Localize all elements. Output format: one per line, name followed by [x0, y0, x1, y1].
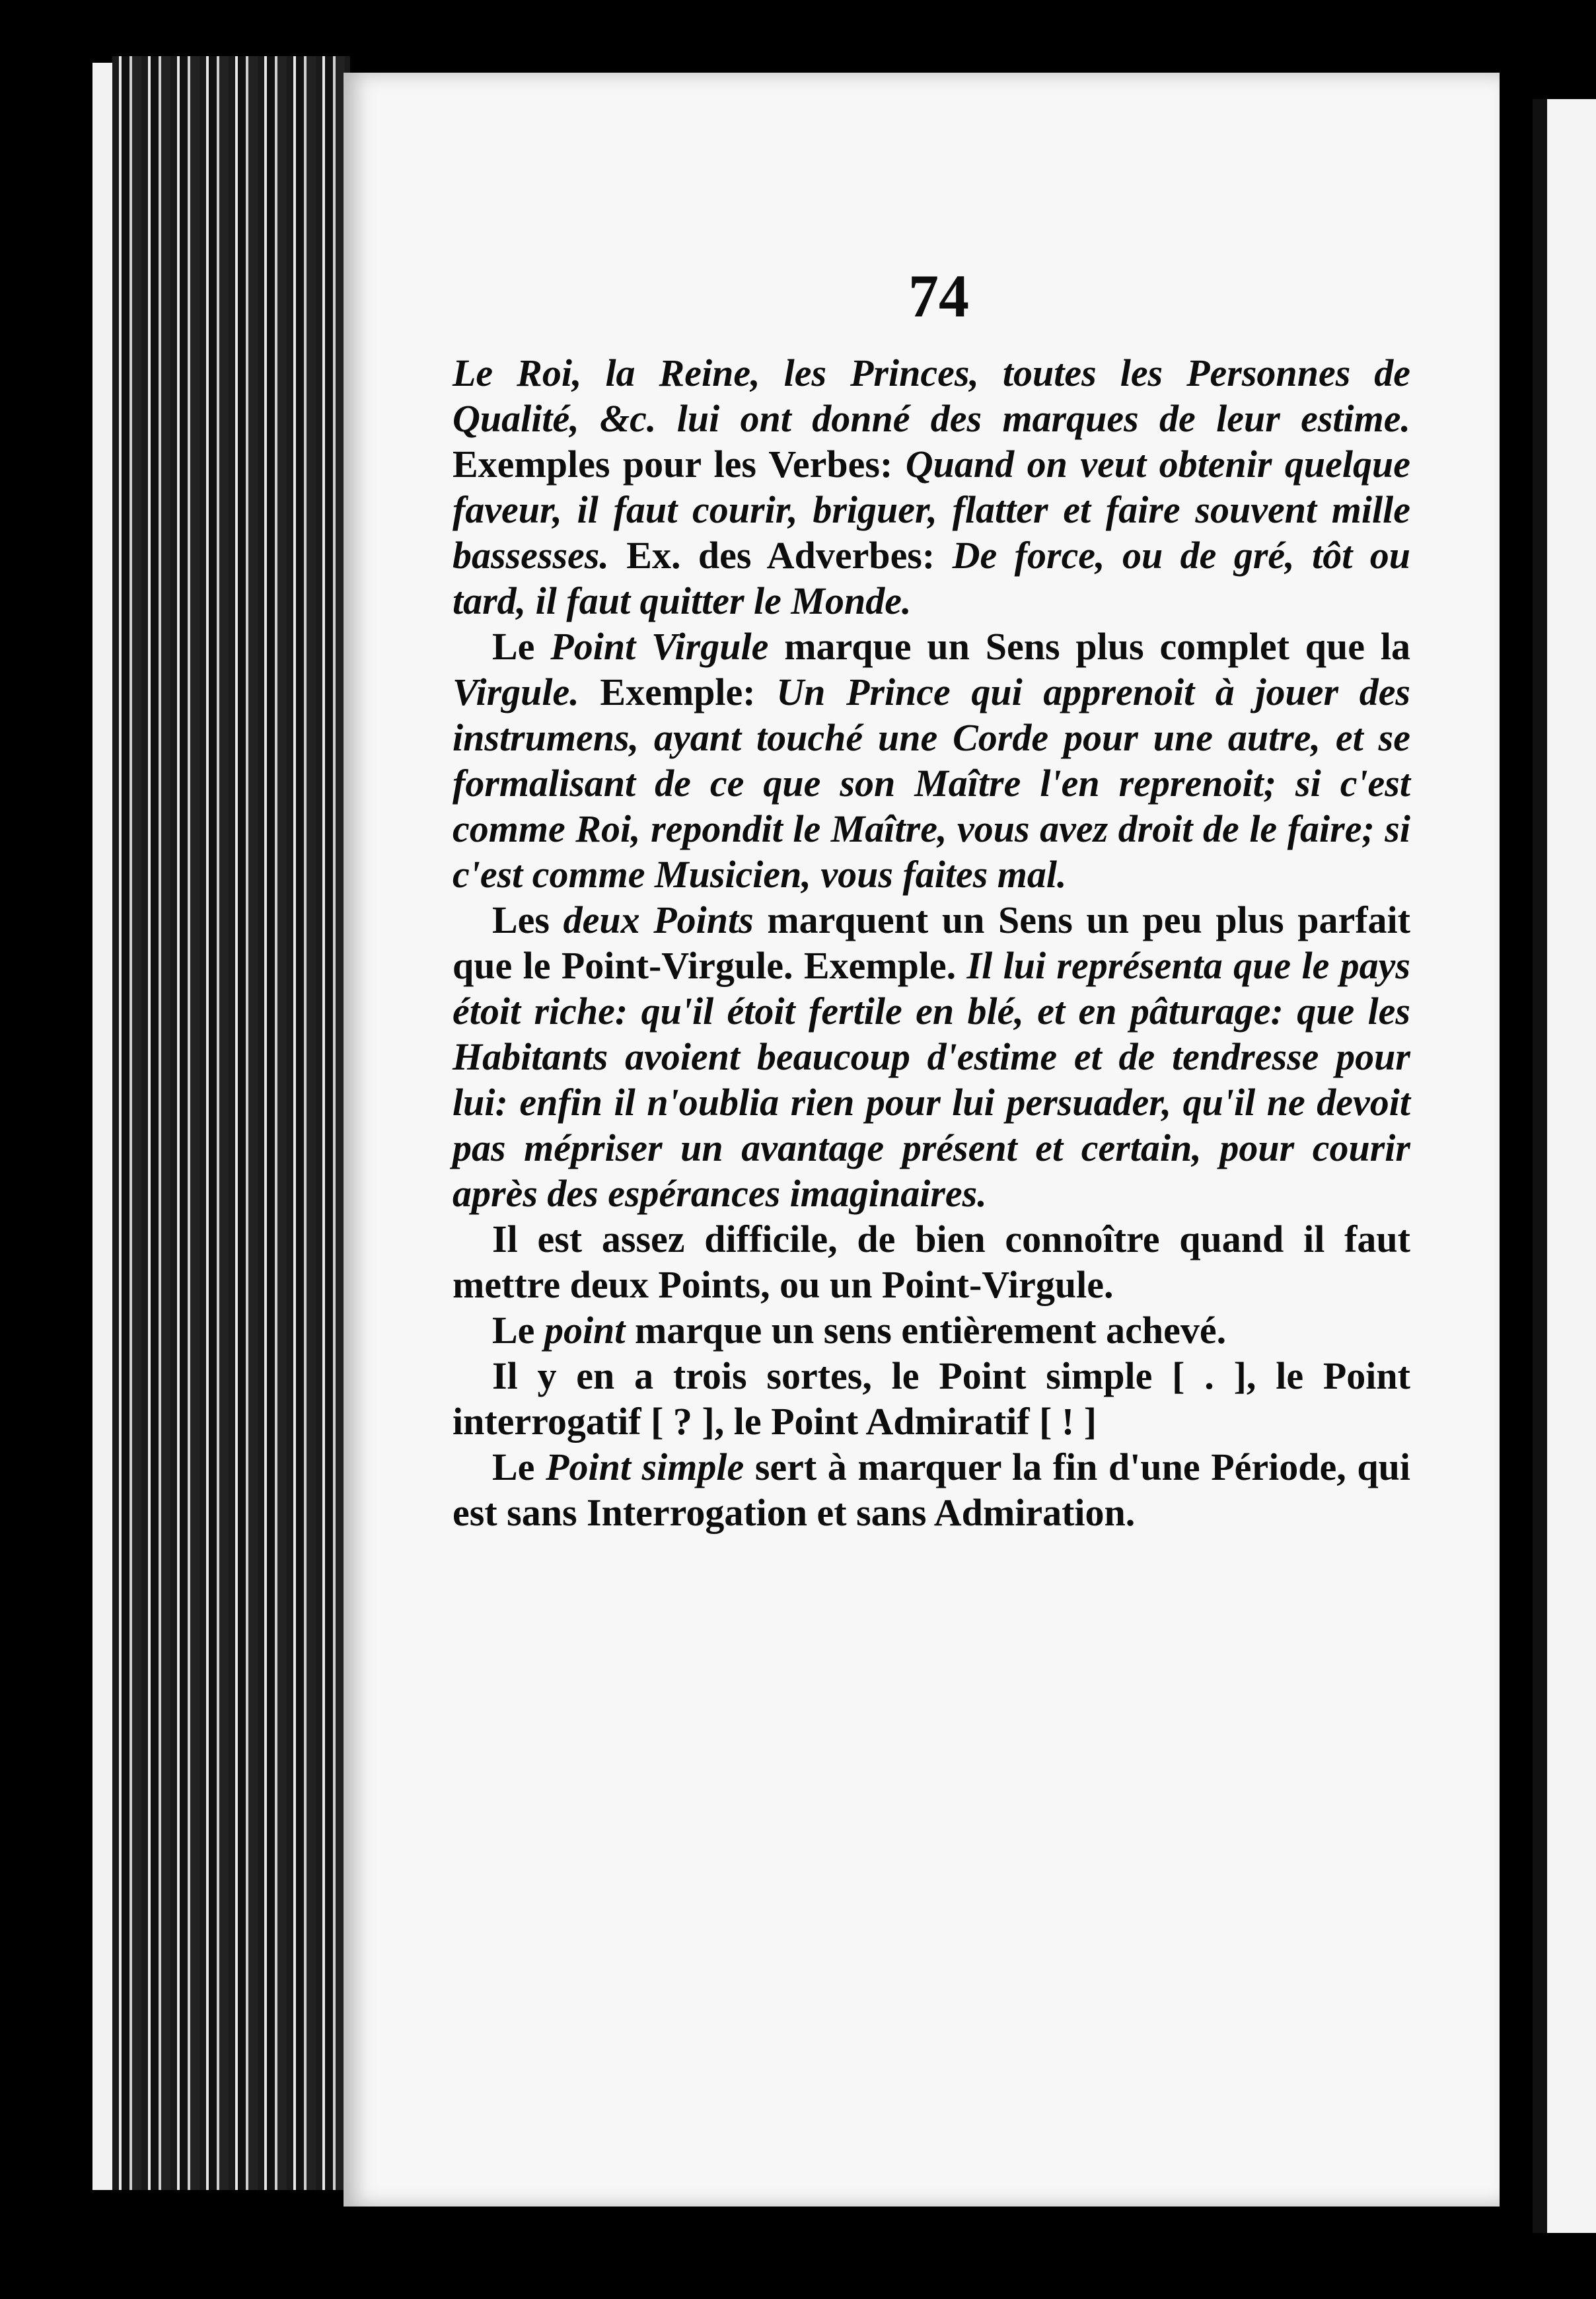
paragraph	[453, 1216, 1410, 1307]
paragraph	[453, 1307, 1410, 1353]
roman-text: Exemple:	[579, 671, 777, 713]
roman-text: Le	[492, 625, 551, 668]
italic-text: Point Virgule	[550, 625, 769, 668]
paragraph	[453, 1444, 1410, 1535]
roman-text: Le	[492, 1445, 546, 1488]
page-stack-edges	[112, 56, 350, 2190]
page-number: 74	[908, 262, 969, 330]
paragraph	[453, 350, 1410, 624]
book-page	[344, 73, 1500, 2207]
italic-text: Le Roi, la Reine, les Princes, toutes les Personnes de Qualité, &c. lui ont donné des marques de leur estime.	[453, 351, 1410, 440]
italic-text: Il lui représenta que le pays étoit riche: qu'il étoit fertile en blé, et en pâturage: que les Habitants avoient beaucoup d'estime et de tendresse pour lui: enfin il n'oublia rien pour lui persuader, qu'il ne devoit pas mépriser un avantage présent et certain, pour courir après des espérances imaginaires.	[453, 944, 1410, 1215]
roman-text: sert à marquer la fin d'une Période, qui est sans Interrogation et sans Admiration.	[453, 1445, 1411, 1534]
italic-text: point	[544, 1309, 626, 1352]
roman-text: marquent un Sens un peu plus parfait que le Point-Virgule. Exemple.	[453, 898, 1410, 987]
paragraph	[453, 897, 1410, 1216]
italic-text: Un Prince qui apprenoit à jouer des instrumens, ayant touché une Corde pour une autre, et se formalisant de ce que son Maître l'en reprenoit; si c'est comme Roi, repondit le Maître, vous avez droit de le faire; si c'est comme Musicien, vous faites mal.	[453, 671, 1411, 896]
italic-text: Virgule.	[453, 671, 579, 713]
italic-text: deux Points	[563, 898, 754, 941]
roman-text: Il y en a trois sortes, le Point simple [ . ], le Point interrogatif [ ? ], le Point Admiratif [ ! ]	[453, 1354, 1410, 1443]
roman-text: Les	[492, 898, 563, 941]
roman-text: Exemples pour les Verbes:	[453, 443, 906, 486]
italic-text: Point simple	[546, 1445, 744, 1488]
italic-text: De force, ou de gré, tôt ou tard, il faut quitter le Monde.	[453, 534, 1410, 622]
italic-text: Quand on veut obtenir quelque faveur, il faut courir, briguer, flatter et faire souvent mille bassesses.	[453, 443, 1410, 577]
paragraph	[453, 1353, 1410, 1444]
paragraph	[453, 624, 1410, 897]
facing-page-edge	[1533, 99, 1596, 2233]
roman-text: Il est assez difficile, de bien connoître quand il faut mettre deux Points, ou un Point-Virgule.	[453, 1218, 1410, 1306]
roman-text: Ex. des Adverbes:	[608, 534, 953, 577]
roman-text: marque un sens entièrement achevé.	[625, 1309, 1227, 1352]
body-text	[453, 350, 1410, 1535]
roman-text: Le	[492, 1309, 544, 1352]
roman-text: marque un Sens plus complet que la	[768, 625, 1411, 668]
